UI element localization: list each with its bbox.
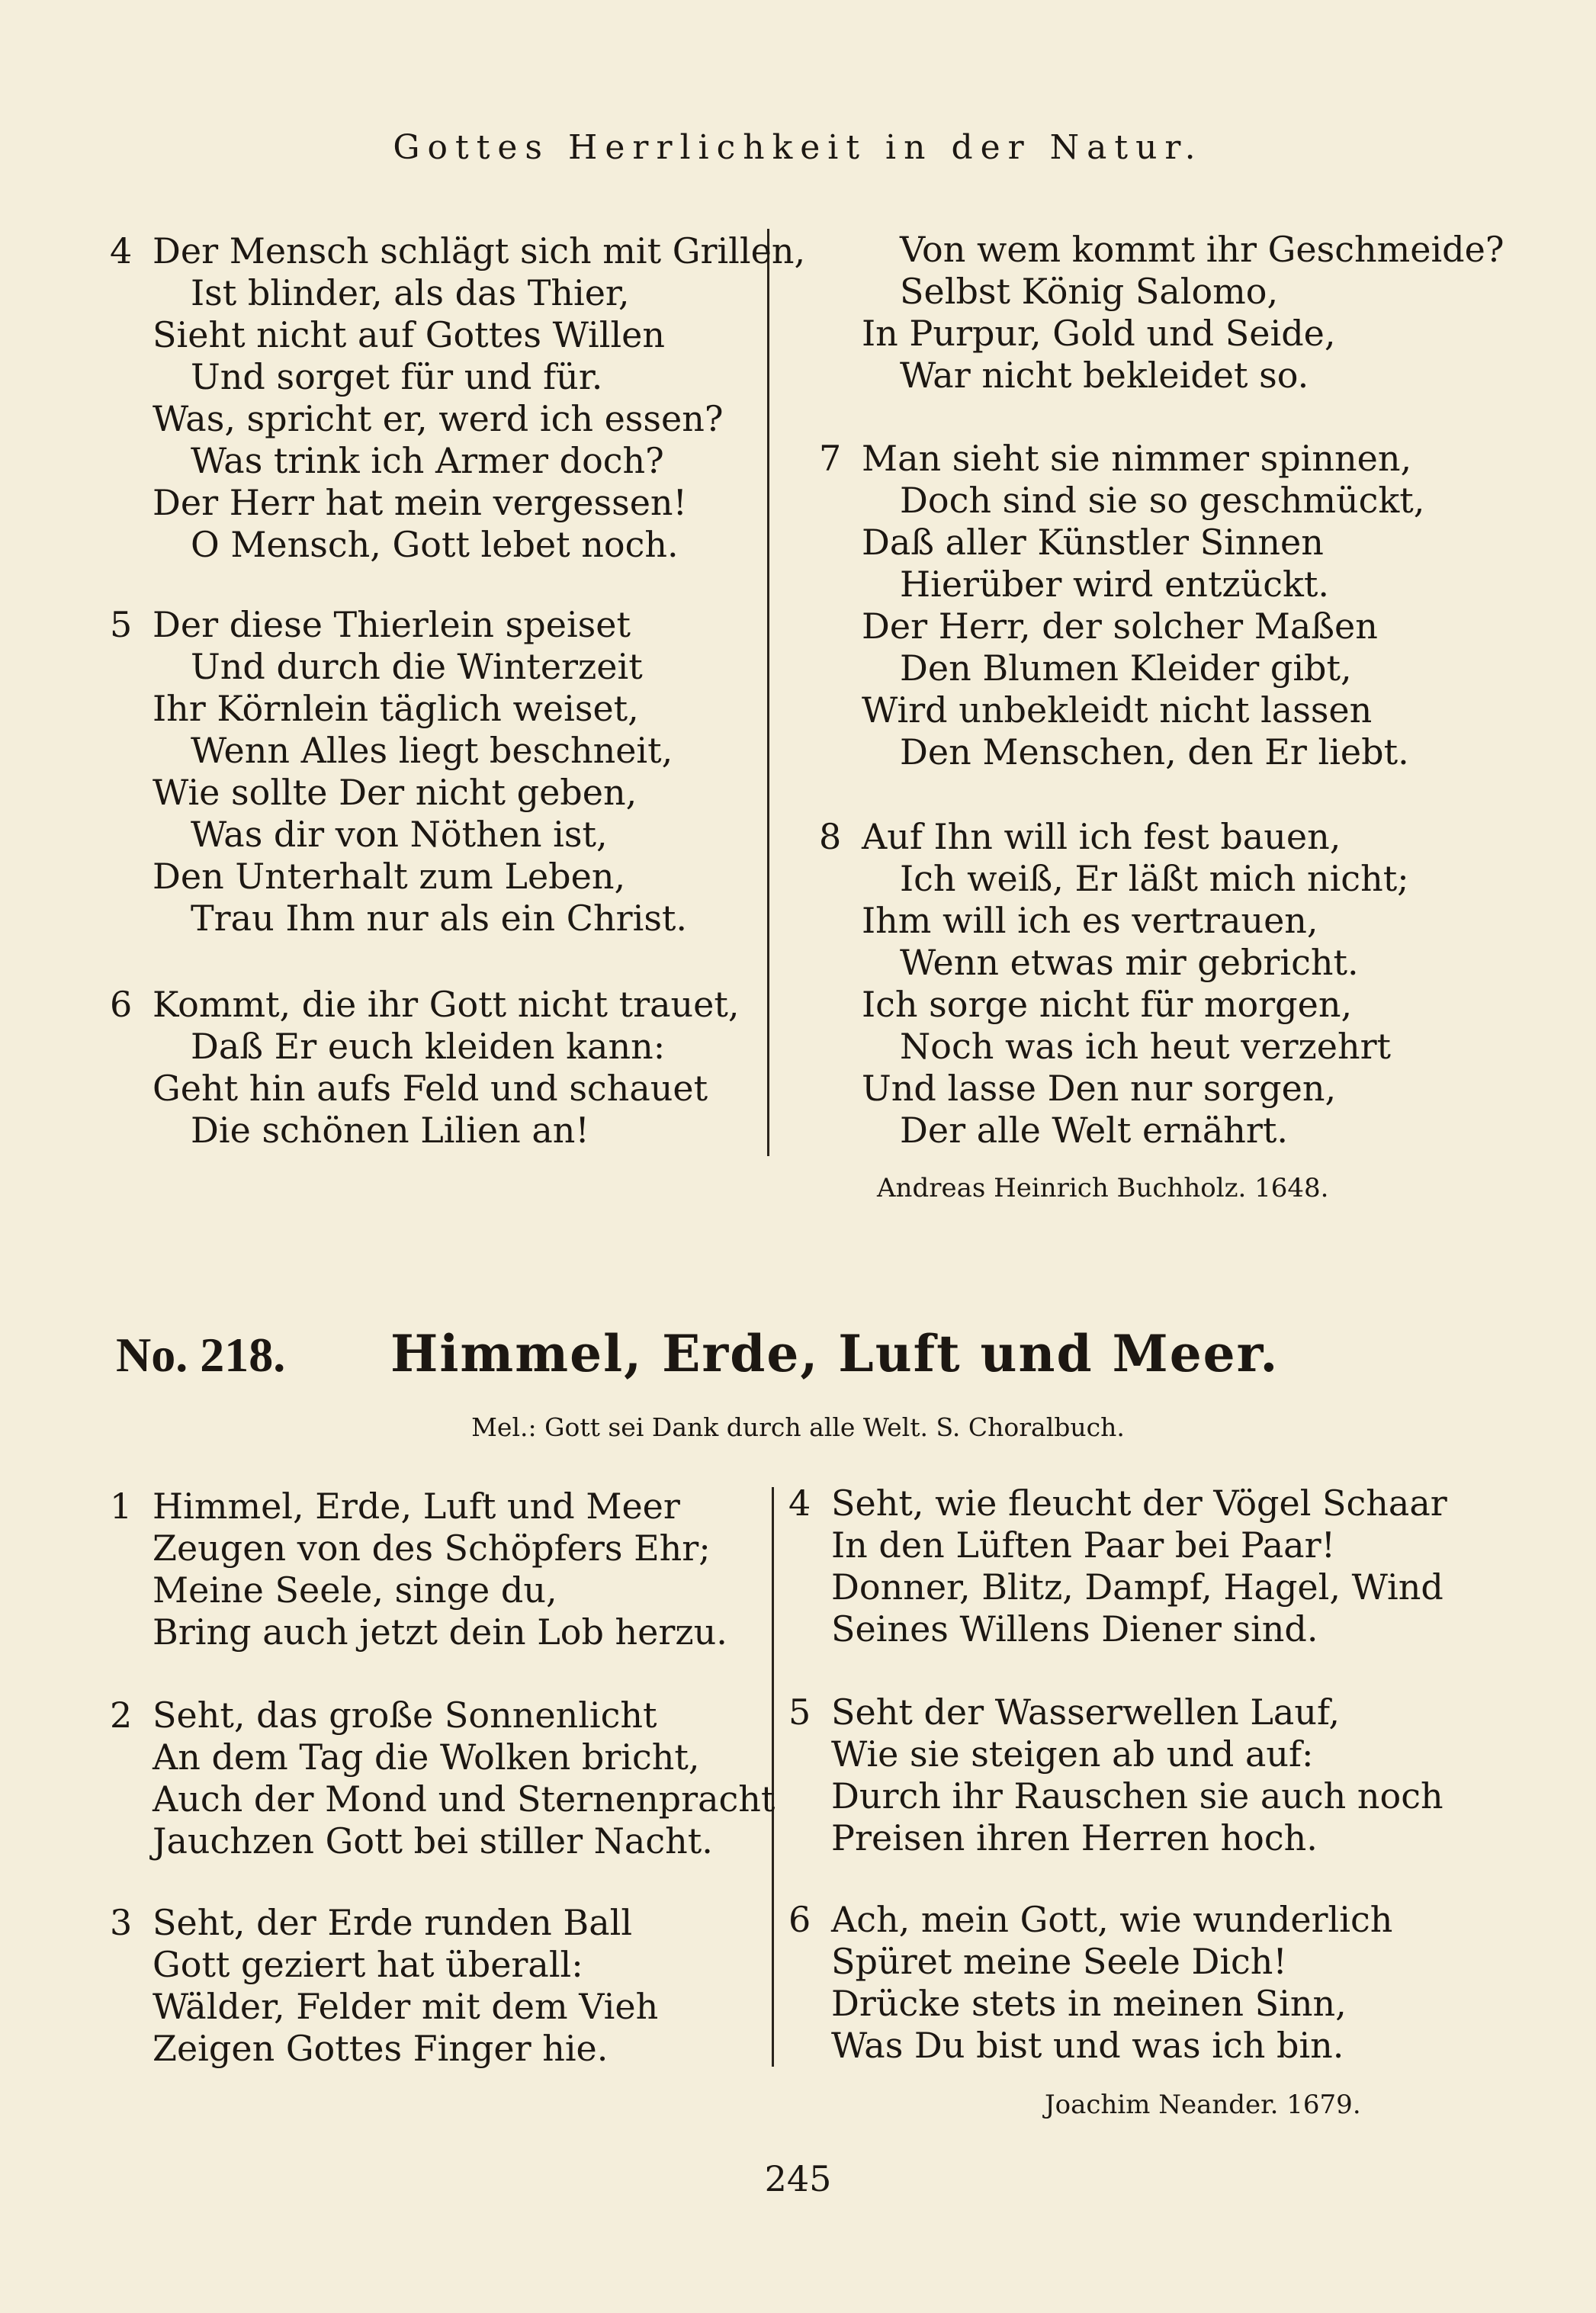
verse-line: Ich sorge nicht für morgen, (862, 984, 1353, 1025)
verse-line: Wie sie steigen ab und auf: (831, 1733, 1314, 1775)
verse-line: Auch der Mond und Sternenpracht (153, 1778, 776, 1820)
verse-line: Seht, wie fleucht der Vögel Schaar (831, 1483, 1447, 1524)
page-number: 245 (764, 2158, 832, 2199)
verse-line: Der Mensch schlägt sich mit Grillen, (153, 230, 806, 271)
verse-line: Wie sollte Der nicht geben, (153, 772, 637, 813)
verse-line: Hierüber wird entzückt. (900, 564, 1330, 605)
stanza-218-1 (110, 1486, 727, 1653)
melody-note: Mel.: Gott sei Dank durch alle Welt. S. Choralbuch. (471, 1412, 1125, 1442)
verse-line: Den Unterhalt zum Leben, (153, 856, 626, 897)
verse-line: Wenn Alles liegt beschneit, (191, 730, 673, 771)
stanza-218-6 (788, 1899, 1393, 2067)
verse-line: Man sieht sie nimmer spinnen, (862, 438, 1412, 479)
verse-line: Sieht nicht auf Gottes Willen (153, 314, 666, 355)
verse-line: Trau Ihm nur als ein Christ. (191, 898, 688, 939)
stanza-number: 6 (110, 984, 133, 1025)
verse-line: Seht, der Erde runden Ball (153, 1902, 633, 1943)
verse-line: Den Menschen, den Er liebt. (900, 731, 1409, 773)
stanza-218-4 (788, 1483, 1447, 1650)
verse-line: Und sorget für und für. (191, 356, 603, 397)
hymn-title: Himmel, Erde, Luft und Meer. (390, 1324, 1280, 1383)
verse-line: Donner, Blitz, Dampf, Hagel, Wind (831, 1566, 1443, 1608)
verse-line: Doch sind sie so geschmückt, (900, 480, 1425, 521)
hymn-number: No. 218. (116, 1328, 286, 1382)
stanza-number: 4 (788, 1483, 811, 1524)
stanza-number: 2 (110, 1695, 133, 1736)
verse-line: Daß Er euch kleiden kann: (191, 1026, 666, 1067)
verse-line: Den Blumen Kleider gibt, (900, 647, 1352, 689)
stanza-217-6 (110, 984, 740, 1152)
verse-line: Ihm will ich es vertrauen, (862, 900, 1318, 941)
verse-line: Was dir von Nöthen ist, (191, 814, 608, 855)
verse-line: Gott geziert hat überall: (153, 1944, 583, 1985)
stanza-number: 8 (819, 816, 842, 857)
stanza-number: 5 (110, 604, 133, 645)
verse-line: Was trink ich Armer doch? (191, 440, 664, 481)
author-attribution-217: Andreas Heinrich Buchholz. 1648. (877, 1173, 1329, 1203)
verse-line: Was Du bist und was ich bin. (831, 2025, 1344, 2066)
verse-line: Daß aller Künstler Sinnen (862, 522, 1324, 563)
verse-line: Was, spricht er, werd ich essen? (153, 398, 724, 439)
verse-line: Auf Ihn will ich fest bauen, (862, 816, 1341, 857)
stanza-217-5 (110, 604, 688, 940)
verse-line: Meine Seele, singe du, (153, 1569, 557, 1611)
verse-line: Zeigen Gottes Finger hie. (153, 2028, 609, 2069)
author-attribution-218: Joachim Neander. 1679. (1045, 2090, 1361, 2120)
verse-line: Drücke stets in meinen Sinn, (831, 1983, 1347, 2024)
verse-line: Himmel, Erde, Luft und Meer (153, 1486, 680, 1527)
verse-line: Wird unbekleidt nicht lassen (862, 689, 1373, 731)
stanza-218-5 (788, 1691, 1443, 1859)
verse-line: Ist blinder, als das Thier, (191, 272, 630, 313)
stanza-217-4 (110, 230, 806, 566)
verse-line: Noch was ich heut verzehrt (900, 1026, 1392, 1067)
verse-line: Der Herr, der solcher Maßen (862, 606, 1378, 647)
verse-line: Seht der Wasserwellen Lauf, (831, 1691, 1340, 1733)
verse-line: Ach, mein Gott, wie wunderlich (831, 1899, 1393, 1940)
verse-line: Jauchzen Gott bei stiller Nacht. (153, 1820, 713, 1862)
stanza-number: 3 (110, 1902, 133, 1943)
verse-line: Der alle Welt ernährt. (900, 1110, 1288, 1151)
verse-line: Ihr Körnlein täglich weiset, (153, 688, 639, 729)
stanza-number: 4 (110, 230, 133, 271)
stanza-number: 5 (788, 1691, 811, 1733)
running-head: Gottes Herrlichkeit in der Natur. (393, 128, 1203, 167)
verse-line: Und lasse Den nur sorgen, (862, 1068, 1337, 1109)
verse-line: Geht hin aufs Feld und schauet (153, 1068, 708, 1109)
verse-line: Bring auch jetzt dein Lob herzu. (153, 1611, 727, 1653)
verse-line: Ich weiß, Er läßt mich nicht; (900, 858, 1409, 899)
verse-line: Zeugen von des Schöpfers Ehr; (153, 1528, 711, 1569)
verse-line: Wälder, Felder mit dem Vieh (153, 1986, 659, 2027)
verse-line: Von wem kommt ihr Geschmeide? (900, 229, 1504, 270)
stanza-number: 1 (110, 1486, 133, 1527)
stanza-218-2 (110, 1695, 776, 1862)
verse-line: Spüret meine Seele Dich! (831, 1941, 1287, 1982)
stanza-218-3 (110, 1902, 659, 2070)
verse-line: O Mensch, Gott lebet noch. (191, 524, 679, 565)
verse-line: Durch ihr Rauschen sie auch noch (831, 1775, 1443, 1817)
verse-line: In Purpur, Gold und Seide, (862, 313, 1336, 354)
verse-line: An dem Tag die Wolken bricht, (153, 1736, 700, 1778)
verse-line: Die schönen Lilien an! (191, 1110, 589, 1151)
verse-line: Preisen ihren Herren hoch. (831, 1817, 1318, 1858)
stanza-217-6-continued (862, 229, 1504, 397)
verse-line: Kommt, die ihr Gott nicht trauet, (153, 984, 740, 1025)
verse-line: Wenn etwas mir gebricht. (900, 942, 1359, 983)
verse-line: Und durch die Winterzeit (191, 646, 643, 687)
verse-line: Seht, das große Sonnenlicht (153, 1695, 657, 1736)
verse-line: Der diese Thierlein speiset (153, 604, 631, 645)
verse-line: In den Lüften Paar bei Paar! (831, 1524, 1336, 1566)
stanza-217-8 (819, 816, 1409, 1152)
stanza-217-7 (819, 438, 1425, 773)
verse-line: War nicht bekleidet so. (900, 355, 1309, 396)
stanza-number: 6 (788, 1899, 811, 1940)
stanza-number: 7 (819, 438, 842, 479)
verse-line: Der Herr hat mein vergessen! (153, 482, 688, 523)
verse-line: Seines Willens Diener sind. (831, 1608, 1318, 1650)
verse-line: Selbst König Salomo, (900, 271, 1279, 312)
